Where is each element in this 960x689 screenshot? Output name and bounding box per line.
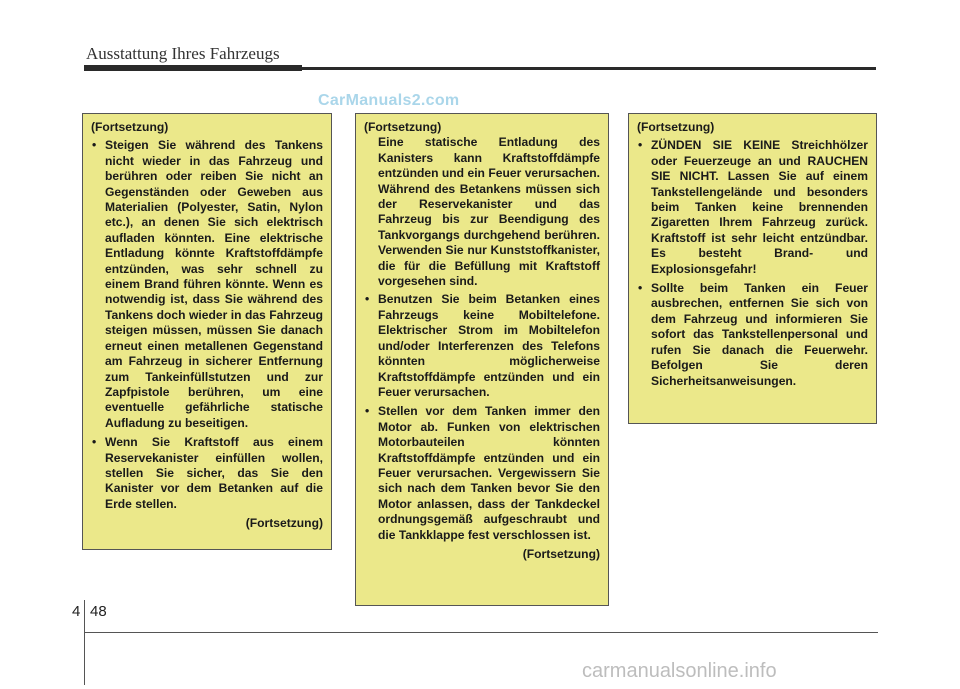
bullet-list	[637, 138, 868, 389]
intro-paragraph: Eine statische Entladung des Kanisters kann Kraftstoffdämpfe entzünden und ein Feuer verursachen. Während des Betankens müssen sich der Reservekanister und das Fahrzeug bis zur Beendigung des Tankvorgangs durchgehend berühren. Verwenden Sie nur Kunststoffkanister, die für die Befüllung mit Kraftstoff vorgesehen sind.	[378, 135, 600, 289]
warning-box-2	[355, 113, 609, 606]
bullet-item: • Benutzen Sie beim Betanken eines Fahrzeugs keine Mobiltelefone. Elektrischer Strom im Mobiltelefon und/oder Interferenzen des Telefons könnten möglicherweise Kraftstoffdämpfe entzünden und ein Feuer verursachen.	[364, 292, 600, 400]
footer-divider	[84, 600, 85, 685]
continued-label: (Fortsetzung)	[91, 120, 169, 134]
warning-box-3	[628, 113, 877, 424]
bullet-list	[91, 138, 323, 512]
continued-label: (Fortsetzung)	[364, 120, 442, 134]
watermark-bottom: carmanualsonline.info	[582, 660, 777, 682]
page-number: 48	[90, 603, 107, 620]
continues-label: (Fortsetzung)	[522, 546, 600, 561]
bullet-item: • Steigen Sie während des Tankens nicht wieder in das Fahrzeug und berühren oder reiben Sie nicht an Gegenständen oder Geweben aus Materialien (Polyester, Satin, Nylon etc.), an denen Sie sich elektrisch aufladen könnten. Eine elektrische Entladung könnte Kraftstoffdämpfe entzünden, was sehr schnell zu einem Brand führen könnte. Wenn es notwendig ist, dass Sie während des Tankens doch wieder in das Fahrzeug steigen müssen, müssen Sie danach erneut einen metallenen Gegenstand am Fahrzeug in sicherer Entfernung zum Tankeinfüllstutzen und zur Zapfpistole berühren, um eine eventuelle gefährliche statische Aufladung zu beseitigen.	[91, 138, 323, 431]
bullet-list	[364, 292, 600, 543]
continued-label: (Fortsetzung)	[637, 120, 715, 134]
bullet-item: • Sollte beim Tanken ein Feuer ausbrechen, entfernen Sie sich von dem Fahrzeug und informieren Sie sofort das Tankstellenpersonal und rufen Sie danach die Feuerwehr. Befolgen Sie deren Sicherheitsanweisungen.	[637, 281, 868, 389]
section-title: Ausstattung Ihres Fahrzeugs	[86, 44, 280, 63]
bullet-item: • ZÜNDEN SIE KEINE Streichhölzer oder Feuerzeuge an und RAUCHEN SIE NICHT. Lassen Sie auf einem Tankstellengelände und besonders beim Tanken keine brennenden Zigaretten Ihrem Fahrzeug zurück. Kraftstoff ist sehr leicht entzündbar. Es besteht Brand- und Explosionsgefahr!	[637, 138, 868, 277]
bullet-item: • Wenn Sie Kraftstoff aus einem Reservekanister einfüllen wollen, stellen Sie sicher, das Sie den Kanister vor dem Betanken auf die Erde stellen.	[91, 435, 323, 512]
warning-box-1	[82, 113, 332, 550]
footer-rule	[84, 632, 878, 633]
bullet-item: • Stellen vor dem Tanken immer den Motor ab. Funken von elektrischen Motorbauteilen könnten Kraftstoffdämpfe entzünden und ein Feuer verursachen. Vergewissern Sie sich nach dem Tanken bevor Sie den Motor anlassen, dass der Tankdeckel ordnungsgemäß aufgeschraubt und die Tankklappe fest verschlossen ist.	[364, 404, 600, 543]
header-rule	[84, 67, 876, 70]
continues-label: (Fortsetzung)	[245, 516, 323, 531]
watermark-top: CarManuals2.com	[318, 92, 460, 109]
chapter-number: 4	[72, 603, 81, 620]
